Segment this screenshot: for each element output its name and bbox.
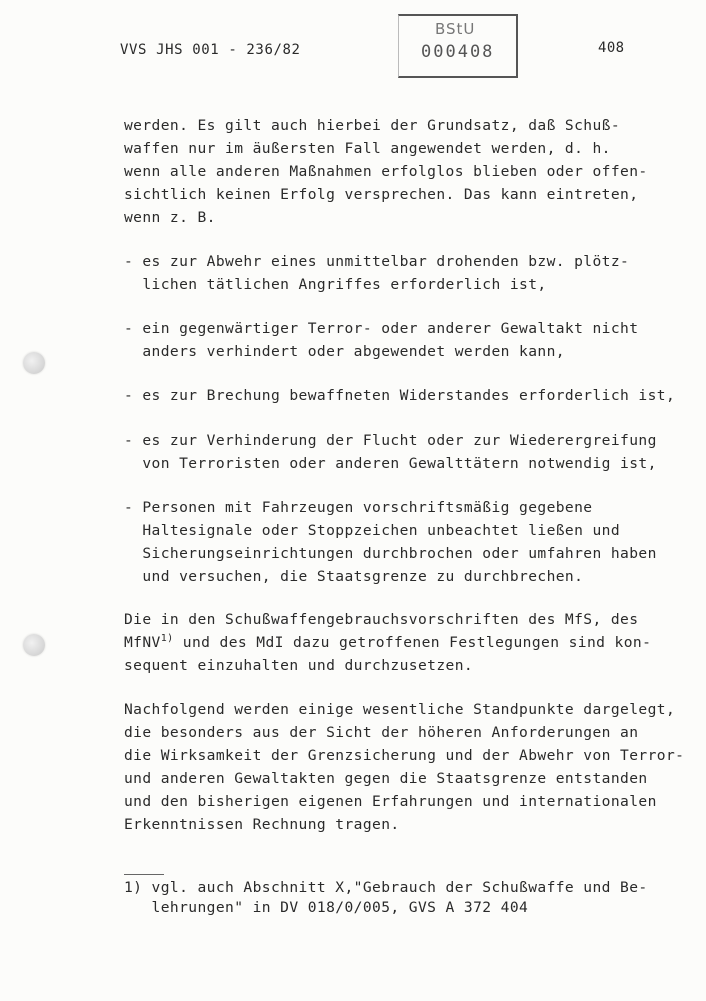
punch-hole-upper — [23, 352, 45, 374]
list-item-3-line-1: - es zur Brechung bewaffneten Widerstandes erforderlich ist, — [124, 387, 676, 404]
list-item-4-line-1: - es zur Verhinderung der Flucht oder zur Wiederergreifung — [124, 432, 657, 449]
page-number: 408 — [598, 40, 625, 56]
list-item-4-line-2: von Terroristen oder anderen Gewalttätern notwendig ist, — [124, 455, 657, 472]
footnote-line-1: 1) vgl. auch Abschnitt X,"Gebrauch der Schußwaffe und Be- — [124, 879, 648, 896]
list-item-5-line-2: Haltesignale oder Stoppzeichen unbeachtet ließen und — [124, 522, 621, 539]
list-item-5-line-1: - Personen mit Fahrzeugen vorschriftsmäßig gegebene — [124, 499, 593, 516]
paragraph-3-line-4: und anderen Gewaltakten gegen die Staatsgrenze entstanden — [124, 770, 648, 787]
paragraph-3-line-3: die Wirksamkeit der Grenzsicherung und der Abwehr von Terror- — [124, 747, 685, 764]
list-item-2-line-1: - ein gegenwärtiger Terror- oder anderer Gewaltakt nicht — [124, 320, 639, 337]
list-item-2-line-2: anders verhindert oder abgewendet werden kann, — [124, 343, 565, 360]
archive-stamp — [398, 14, 518, 78]
paragraph-1-line-1: werden. Es gilt auch hierbei der Grundsatz, daß Schuß- — [124, 117, 621, 134]
paragraph-3-line-5: und den bisherigen eigenen Erfahrungen und internationalen — [124, 793, 657, 810]
paragraph-2-line-2 — [124, 632, 651, 654]
paragraph-2-line-2-rest: und des MdI dazu getroffenen Festlegungen sind kon- — [173, 634, 652, 651]
stamp-number: 000408 — [421, 42, 495, 62]
paragraph-1-line-5: wenn z. B. — [124, 209, 216, 226]
list-item-5-line-4: und versuchen, die Staatsgrenze zu durchbrechen. — [124, 568, 584, 585]
document-reference: VVS JHS 001 - 236/82 — [120, 42, 301, 58]
stamp-name: BStU — [435, 20, 476, 38]
paragraph-2-line-3: sequent einzuhalten und durchzusetzen. — [124, 657, 474, 674]
list-item-5-line-3: Sicherungseinrichtungen durchbrochen oder umfahren haben — [124, 545, 657, 562]
mfnv-text: MfNV — [124, 634, 161, 651]
paragraph-2-line-1: Die in den Schußwaffengebrauchsvorschriften des MfS, des — [124, 611, 639, 628]
paragraph-1-line-4: sichtlich keinen Erfolg versprechen. Das kann eintreten, — [124, 186, 639, 203]
footnote-marker: 1) — [160, 633, 174, 644]
footnote-separator — [124, 874, 164, 875]
list-item-1-line-1: - es zur Abwehr eines unmittelbar drohenden bzw. plötz- — [124, 253, 630, 270]
paragraph-1-line-3: wenn alle anderen Maßnahmen erfolglos blieben oder offen- — [124, 163, 648, 180]
paragraph-3-line-6: Erkenntnissen Rechnung tragen. — [124, 816, 400, 833]
list-item-1-line-2: lichen tätlichen Angriffes erforderlich ist, — [124, 276, 547, 293]
paragraph-1-line-2: waffen nur im äußersten Fall angewendet werden, d. h. — [124, 140, 611, 157]
paragraph-3-line-2: die besonders aus der Sicht der höheren Anforderungen an — [124, 724, 639, 741]
footnote-line-2: lehrungen" in DV 018/0/005, GVS A 372 404 — [124, 899, 529, 916]
punch-hole-lower — [23, 634, 45, 656]
paragraph-3-line-1: Nachfolgend werden einige wesentliche Standpunkte dargelegt, — [124, 701, 676, 718]
